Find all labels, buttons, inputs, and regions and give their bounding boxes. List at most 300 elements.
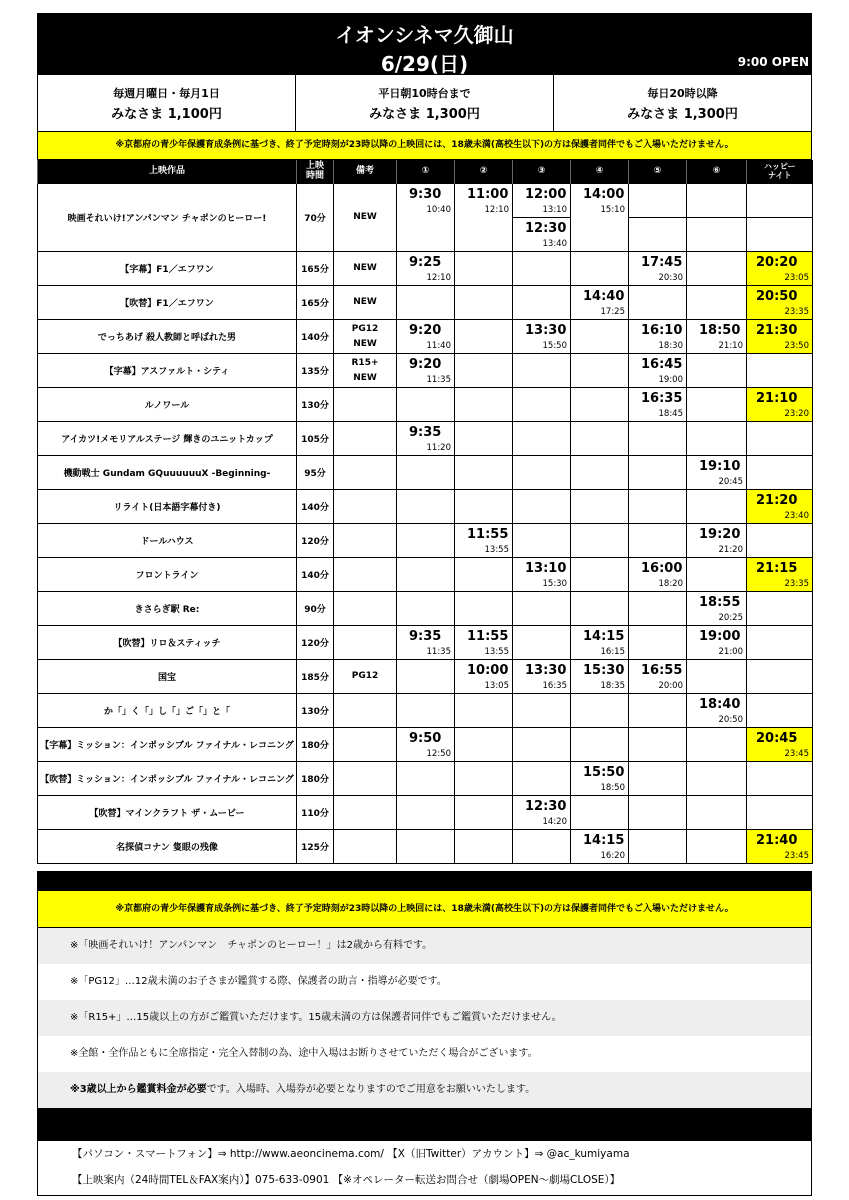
end-time: 23:35 xyxy=(784,579,809,589)
end-time: 11:35 xyxy=(426,647,451,657)
start-time: 18:40 xyxy=(699,697,741,712)
screen-cell xyxy=(629,626,687,660)
happy-night-cell xyxy=(747,320,813,354)
start-time: 11:55 xyxy=(467,629,509,644)
empty-slot xyxy=(455,728,512,761)
film-duration: 185分 xyxy=(297,660,334,694)
empty-slot xyxy=(571,422,628,455)
end-time: 23:40 xyxy=(784,511,809,521)
happy-night-cell xyxy=(747,796,813,830)
theater-name: イオンシネマ久御山 xyxy=(335,23,514,47)
price-morning xyxy=(295,75,553,131)
start-time: 21:40 xyxy=(756,833,798,848)
empty-slot xyxy=(629,422,686,455)
empty-slot xyxy=(571,490,628,523)
empty-slot xyxy=(513,354,570,387)
showtime[interactable] xyxy=(397,354,454,387)
showtime[interactable] xyxy=(747,320,812,353)
happy-night-cell xyxy=(747,252,813,286)
screen-cell xyxy=(687,252,747,286)
empty-slot xyxy=(513,626,570,659)
screen-cell xyxy=(687,796,747,830)
end-time: 16:35 xyxy=(542,681,567,691)
screen-cell xyxy=(455,592,513,626)
film-row xyxy=(38,320,813,354)
showtime[interactable] xyxy=(571,184,628,217)
empty-slot xyxy=(687,286,746,319)
start-time: 20:45 xyxy=(756,731,798,746)
showtime[interactable] xyxy=(747,252,812,285)
end-time: 12:50 xyxy=(426,749,451,759)
note-r15: ※「R15+」…15歳以上の方がご鑑賞いただけます。15歳未満の方は保護者同伴でもご鑑賞いただけません。 xyxy=(37,1000,812,1036)
showtime[interactable] xyxy=(455,626,512,659)
empty-slot xyxy=(747,354,812,387)
screen-cell xyxy=(397,694,455,728)
empty-slot xyxy=(455,320,512,353)
film-note xyxy=(334,592,397,626)
screen-cell xyxy=(687,558,747,592)
empty-slot xyxy=(397,660,454,693)
end-time: 19:00 xyxy=(658,375,683,385)
end-time: 23:05 xyxy=(784,273,809,283)
start-time: 9:35 xyxy=(409,425,442,440)
film-note xyxy=(334,354,397,388)
showtime[interactable] xyxy=(571,626,628,659)
showtime[interactable] xyxy=(629,320,686,353)
price-night xyxy=(553,75,811,131)
empty-slot xyxy=(513,830,570,863)
happy-night-cell xyxy=(747,830,813,864)
film-row xyxy=(38,762,813,796)
empty-slot xyxy=(455,388,512,421)
happy-night-cell xyxy=(747,456,813,490)
showtime[interactable] xyxy=(747,830,812,863)
showtime[interactable] xyxy=(747,728,812,761)
screen-cell xyxy=(571,286,629,320)
empty-slot xyxy=(571,388,628,421)
screen-cell xyxy=(455,388,513,422)
happy-night-cell xyxy=(747,660,813,694)
empty-slot xyxy=(687,660,746,693)
showtime[interactable] xyxy=(629,354,686,387)
empty-slot xyxy=(747,422,812,455)
empty-slot xyxy=(571,524,628,557)
screen-cell xyxy=(513,184,571,252)
film-duration: 140分 xyxy=(297,320,334,354)
happy-night-cell xyxy=(747,558,813,592)
screen-cell xyxy=(513,592,571,626)
screen-cell xyxy=(571,456,629,490)
screen-cell xyxy=(629,456,687,490)
screen-cell xyxy=(629,796,687,830)
showtime[interactable] xyxy=(687,626,746,659)
start-time: 13:10 xyxy=(525,561,567,576)
screen-cell xyxy=(571,660,629,694)
screen-cell xyxy=(513,660,571,694)
happy-night-cell xyxy=(747,184,813,252)
film-title: リライト(日本語字幕付き) xyxy=(38,490,297,524)
film-row xyxy=(38,796,813,830)
screen-cell xyxy=(397,422,455,456)
screen-cell xyxy=(687,524,747,558)
end-time: 16:15 xyxy=(600,647,625,657)
film-duration: 180分 xyxy=(297,762,334,796)
contact-web: 【パソコン・スマートフォン】⇒ http://www.aeoncinema.com/ 【X（旧Twitter）アカウント】⇒ @ac_kumiyama xyxy=(72,1148,630,1160)
rating-badge: PG12 xyxy=(351,323,379,334)
price-monday xyxy=(38,75,295,131)
film-title: きさらぎ駅 Re: xyxy=(38,592,297,626)
film-row xyxy=(38,626,813,660)
film-note xyxy=(334,286,397,320)
start-time: 16:10 xyxy=(641,323,683,338)
start-time: 9:20 xyxy=(409,357,442,372)
start-time: 21:15 xyxy=(756,561,798,576)
screen-cell xyxy=(397,796,455,830)
screen-cell xyxy=(455,558,513,592)
empty-slot xyxy=(687,796,746,829)
showtime[interactable] xyxy=(397,320,454,353)
screen-cell xyxy=(513,456,571,490)
film-duration: 125分 xyxy=(297,830,334,864)
screen-cell xyxy=(397,490,455,524)
film-note xyxy=(334,456,397,490)
header-duration: 上映 時間 xyxy=(297,160,334,184)
screen-cell xyxy=(571,422,629,456)
empty-slot xyxy=(455,422,512,455)
empty-slot xyxy=(397,694,454,727)
showtime[interactable] xyxy=(513,320,570,353)
screen-cell xyxy=(687,762,747,796)
empty-slot xyxy=(571,456,628,489)
screen-cell xyxy=(397,354,455,388)
screen-cell xyxy=(571,728,629,762)
film-note xyxy=(334,490,397,524)
film-title: でっちあげ 殺人教師と呼ばれた男 xyxy=(38,320,297,354)
film-title: 国宝 xyxy=(38,660,297,694)
showtime[interactable] xyxy=(629,558,686,591)
screen-cell xyxy=(397,252,455,286)
end-time: 23:35 xyxy=(784,307,809,317)
empty-slot xyxy=(629,524,686,557)
start-time: 9:35 xyxy=(409,629,442,644)
film-note xyxy=(334,830,397,864)
header-screen-5: ⑤ xyxy=(629,160,687,184)
screen-cell xyxy=(455,796,513,830)
empty-slot xyxy=(513,524,570,557)
start-time: 19:10 xyxy=(699,459,741,474)
screen-cell xyxy=(629,592,687,626)
film-note xyxy=(334,320,397,354)
film-row xyxy=(38,184,813,252)
empty-slot xyxy=(747,660,812,693)
end-time: 21:20 xyxy=(718,545,743,555)
film-note xyxy=(334,762,397,796)
showtime[interactable] xyxy=(571,660,628,693)
header-note: 備考 xyxy=(334,160,397,184)
empty-slot xyxy=(397,592,454,625)
screen-cell xyxy=(397,626,455,660)
end-time: 18:30 xyxy=(658,341,683,351)
empty-slot xyxy=(687,762,746,795)
rating-badge: NEW xyxy=(353,372,377,383)
film-title: 【字幕】F1／エフワン xyxy=(38,252,297,286)
empty-slot xyxy=(513,762,570,795)
screen-cell xyxy=(513,626,571,660)
showtime[interactable] xyxy=(455,660,512,693)
screen-cell xyxy=(513,388,571,422)
film-row xyxy=(38,490,813,524)
note-anpanman: ※「映画それいけ！アンパンマン チャポンのヒーロー！」は2歳から有料です。 xyxy=(37,928,812,964)
showtime[interactable] xyxy=(747,388,812,421)
screen-cell xyxy=(513,320,571,354)
start-time: 10:00 xyxy=(467,663,509,678)
screen-cell xyxy=(687,490,747,524)
showtime[interactable] xyxy=(629,252,686,285)
end-time: 12:10 xyxy=(426,273,451,283)
happy-night-cell xyxy=(747,286,813,320)
empty-slot xyxy=(571,592,628,625)
start-time: 16:35 xyxy=(641,391,683,406)
screen-cell xyxy=(687,286,747,320)
screen-cell xyxy=(571,592,629,626)
empty-slot xyxy=(571,796,628,829)
film-duration: 120分 xyxy=(297,626,334,660)
showtime[interactable] xyxy=(571,830,628,863)
screen-cell xyxy=(687,660,747,694)
start-time: 14:15 xyxy=(583,833,625,848)
film-title: 【字幕】アスファルト・シティ xyxy=(38,354,297,388)
price-row xyxy=(37,75,812,132)
showtime[interactable] xyxy=(455,184,512,217)
film-row xyxy=(38,422,813,456)
screen-cell xyxy=(455,490,513,524)
start-time: 14:15 xyxy=(583,629,625,644)
end-time: 23:45 xyxy=(784,749,809,759)
screen-cell xyxy=(455,626,513,660)
footer-bar xyxy=(37,871,812,891)
film-row xyxy=(38,524,813,558)
start-time: 18:55 xyxy=(699,595,741,610)
screen-cell xyxy=(571,184,629,252)
screen-cell xyxy=(629,388,687,422)
happy-night-cell xyxy=(747,694,813,728)
empty-slot xyxy=(629,830,686,863)
end-time: 13:10 xyxy=(542,205,567,215)
happy-night-cell xyxy=(747,388,813,422)
screen-cell xyxy=(629,694,687,728)
start-time: 15:30 xyxy=(583,663,625,678)
film-duration: 110分 xyxy=(297,796,334,830)
screen-cell xyxy=(571,626,629,660)
film-note xyxy=(334,558,397,592)
film-duration: 130分 xyxy=(297,388,334,422)
start-time: 14:40 xyxy=(583,289,625,304)
price-value: みなさま 1,300円 xyxy=(627,106,738,122)
start-time: 20:50 xyxy=(756,289,798,304)
empty-slot xyxy=(629,762,686,795)
empty-slot xyxy=(513,592,570,625)
showtime[interactable] xyxy=(513,660,570,693)
empty-slot xyxy=(629,796,686,829)
screen-cell xyxy=(455,728,513,762)
film-duration: 140分 xyxy=(297,558,334,592)
empty-slot xyxy=(397,456,454,489)
empty-slot xyxy=(747,626,812,659)
film-note xyxy=(334,422,397,456)
empty-slot xyxy=(397,286,454,319)
empty-slot xyxy=(513,490,570,523)
rating-badge: NEW xyxy=(353,263,377,273)
showtime[interactable] xyxy=(687,524,746,557)
film-row xyxy=(38,456,813,490)
screen-cell xyxy=(629,320,687,354)
empty-slot xyxy=(397,830,454,863)
showtime[interactable] xyxy=(571,762,628,795)
empty-slot xyxy=(513,252,570,285)
showtime[interactable] xyxy=(397,252,454,285)
start-time: 12:30 xyxy=(525,221,567,236)
empty-slot xyxy=(513,286,570,319)
showtime[interactable] xyxy=(513,796,570,829)
rating-badge: NEW xyxy=(353,297,377,307)
screen-cell xyxy=(513,796,571,830)
empty-slot xyxy=(747,456,812,489)
header-screen-1: ① xyxy=(397,160,455,184)
screen-cell xyxy=(687,592,747,626)
empty-slot xyxy=(397,796,454,829)
happy-night-cell xyxy=(747,354,813,388)
empty-slot xyxy=(455,762,512,795)
screen-cell xyxy=(571,830,629,864)
screen-cell xyxy=(513,286,571,320)
showtime[interactable] xyxy=(397,422,454,455)
showtime[interactable] xyxy=(687,592,746,625)
showtime[interactable] xyxy=(747,490,812,523)
showtime[interactable] xyxy=(397,626,454,659)
start-time: 21:20 xyxy=(756,493,798,508)
screen-cell xyxy=(513,762,571,796)
empty-slot xyxy=(629,217,686,251)
screen-cell xyxy=(397,388,455,422)
empty-slot xyxy=(397,762,454,795)
screen-cell xyxy=(455,286,513,320)
screen-cell xyxy=(397,524,455,558)
end-time: 18:35 xyxy=(600,681,625,691)
header-happy-night: ハッピー ナイト xyxy=(747,160,813,184)
film-title: 名探偵コナン 隻眼の残像 xyxy=(38,830,297,864)
showtime[interactable] xyxy=(513,184,570,217)
screen-cell xyxy=(687,388,747,422)
showtime[interactable] xyxy=(687,320,746,353)
start-time: 11:55 xyxy=(467,527,509,542)
screen-cell xyxy=(397,592,455,626)
contact-phone: 【上映案内（24時間TEL＆FAX案内）】075-633-0901 【※オペレーター転送お問合せ（劇場OPEN～劇場CLOSE）】 xyxy=(72,1174,621,1186)
film-duration: 165分 xyxy=(297,286,334,320)
screen-cell xyxy=(397,660,455,694)
screen-cell xyxy=(513,694,571,728)
screen-cell xyxy=(687,456,747,490)
happy-night-cell xyxy=(747,490,813,524)
screen-cell xyxy=(571,252,629,286)
empty-slot xyxy=(629,286,686,319)
table-header-row xyxy=(38,160,813,184)
screen-cell xyxy=(571,388,629,422)
film-note xyxy=(334,626,397,660)
film-row xyxy=(38,354,813,388)
showtime[interactable] xyxy=(455,524,512,557)
showtime[interactable] xyxy=(747,558,812,591)
header-screen-2: ② xyxy=(455,160,513,184)
end-time: 13:40 xyxy=(542,239,567,249)
showtime[interactable] xyxy=(629,660,686,693)
film-note xyxy=(334,660,397,694)
showtime[interactable] xyxy=(397,184,454,217)
end-time: 13:05 xyxy=(484,681,509,691)
screen-cell xyxy=(629,354,687,388)
rating-badge: NEW xyxy=(353,212,377,222)
start-time: 18:50 xyxy=(699,323,741,338)
empty-slot xyxy=(747,217,812,251)
end-time: 23:45 xyxy=(784,851,809,861)
film-row xyxy=(38,694,813,728)
screen-cell xyxy=(571,558,629,592)
screen-cell xyxy=(455,184,513,252)
start-time: 12:00 xyxy=(525,187,567,202)
end-time: 21:00 xyxy=(718,647,743,657)
screen-cell xyxy=(571,762,629,796)
empty-slot xyxy=(513,388,570,421)
showtime[interactable] xyxy=(747,286,812,319)
screen-cell xyxy=(687,830,747,864)
end-time: 16:20 xyxy=(600,851,625,861)
screen-cell xyxy=(629,762,687,796)
price-label: 毎日20時以降 xyxy=(647,86,718,100)
screen-cell xyxy=(513,728,571,762)
happy-night-cell xyxy=(747,592,813,626)
empty-slot xyxy=(455,558,512,591)
empty-slot xyxy=(629,456,686,489)
start-time: 19:20 xyxy=(699,527,741,542)
screen-cell xyxy=(687,320,747,354)
showtime[interactable] xyxy=(571,286,628,319)
showtime[interactable] xyxy=(513,217,570,251)
empty-slot xyxy=(513,422,570,455)
screen-cell xyxy=(397,830,455,864)
film-duration: 70分 xyxy=(297,184,334,252)
empty-slot xyxy=(687,184,746,217)
empty-slot xyxy=(571,558,628,591)
end-time: 20:25 xyxy=(718,613,743,623)
empty-slot xyxy=(455,796,512,829)
showtime[interactable] xyxy=(687,456,746,489)
empty-slot xyxy=(687,217,746,251)
showtime[interactable] xyxy=(513,558,570,591)
happy-night-cell xyxy=(747,422,813,456)
screen-cell xyxy=(571,796,629,830)
age-fee-bold: ※3歳以上から鑑賞料金が必要 xyxy=(70,1084,207,1095)
screen-cell xyxy=(629,286,687,320)
showtime[interactable] xyxy=(629,388,686,421)
start-time: 14:00 xyxy=(583,187,625,202)
empty-slot xyxy=(629,728,686,761)
showtime[interactable] xyxy=(687,694,746,727)
screen-cell xyxy=(455,694,513,728)
screen-cell xyxy=(397,286,455,320)
screen-cell xyxy=(687,184,747,252)
end-time: 20:30 xyxy=(658,273,683,283)
showtime[interactable] xyxy=(397,728,454,761)
happy-night-cell xyxy=(747,524,813,558)
